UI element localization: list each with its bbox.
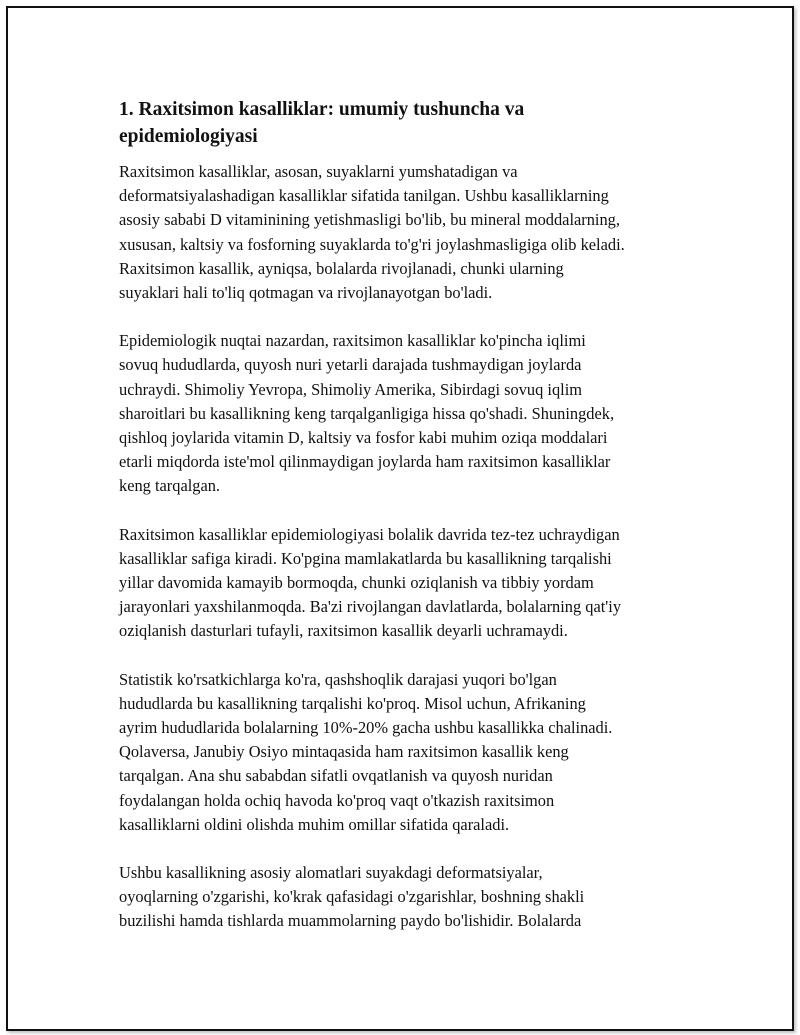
paragraph-epidemiology: Epidemiologik nuqtai nazardan, raxitsimon kasalliklar ko'pincha iqlimi sovuq hududlarda, quyosh nuri yetarli darajada tushmaydigan joylarda uchraydi. Shimoliy Yevropa, Shimoliy Amerika, Sibirdagi sovuq iqlim sharoitlari bu kasallikning keng tarqalganligiga hissa qo'shadi. Shuningdek, qishloq joylarida vitamin D, kaltsiy va fosfor kabi muhim oziqa moddalari etarli miqdorda iste'mol qilinmaydigan joylarda ham raxitsimon kasalliklar keng tarqalgan. — [119, 331, 615, 496]
section-heading: 1. Raxitsimon kasalliklar: umumiy tushuncha va epidemiologiyasi — [119, 99, 525, 147]
paragraph-childhood: Raxitsimon kasalliklar epidemiologiyasi bolalik davrida tez-tez uchraydigan kasalliklar safiga kiradi. Ko'pgina mamlakatlarda bu kasallikning tarqalishi yillar davomida kamayib bormoqda, chunki oziqlanish va tibbiy yordam jarayonlari yaxshilanmoqda. Ba'zi rivojlangan davlatlarda, bolalarning qat'iy oziqlanish dasturlari tufayli, raxitsimon kasallik deyarli uchramaydi. — [119, 524, 622, 641]
paragraph-definition: Raxitsimon kasalliklar, asosan, suyaklarni yumshatadigan va deformatsiyalashadigan kasalliklar sifatida tanilgan. Ushbu kasalliklarning asosiy sababi D vitaminining yetishmasligi bo'lib, bu mineral moddalarning, xususan, kaltsiy va fosforning suyaklarda to'g'ri joylashmasligiga olib keladi. Raxitsimon kasallik, ayniqsa, bolalarda rivojlanadi, chunki ularning suyaklari hali to'liq qotmagan va rivojlanayotgan bo'ladi. — [119, 162, 625, 303]
document-page — [6, 6, 794, 1031]
paragraph-symptoms: Ushbu kasallikning asosiy alomatlari suyakdagi deformatsiyalar, oyoqlarning o'zgarishi, ko'krak qafasidagi o'zgarishlar, boshning shakli buzilishi hamda tishlarda muammolarning paydo bo'lishidir. Bolalarda — [119, 863, 585, 931]
document-body — [119, 96, 689, 958]
paragraph-statistics: Statistik ko'rsatkichlarga ko'ra, qashshoqlik darajasi yuqori bo'lgan hududlarda bu kasallikning tarqalishi ko'proq. Misol uchun, Afrikaning ayrim hududlarida bolalarning 10%-20% gacha ushbu kasallikka chalinadi. Qolaversa, Janubiy Osiyo mintaqasida ham raxitsimon kasallik keng tarqalgan. Ana shu sababdan sifatli ovqatlanish va quyosh nuridan foydalangan holda ochiq havoda ko'proq vaqt o'tkazish raxitsimon kasalliklarni oldini olishda muhim omillar sifatida qaraladi. — [119, 669, 613, 834]
